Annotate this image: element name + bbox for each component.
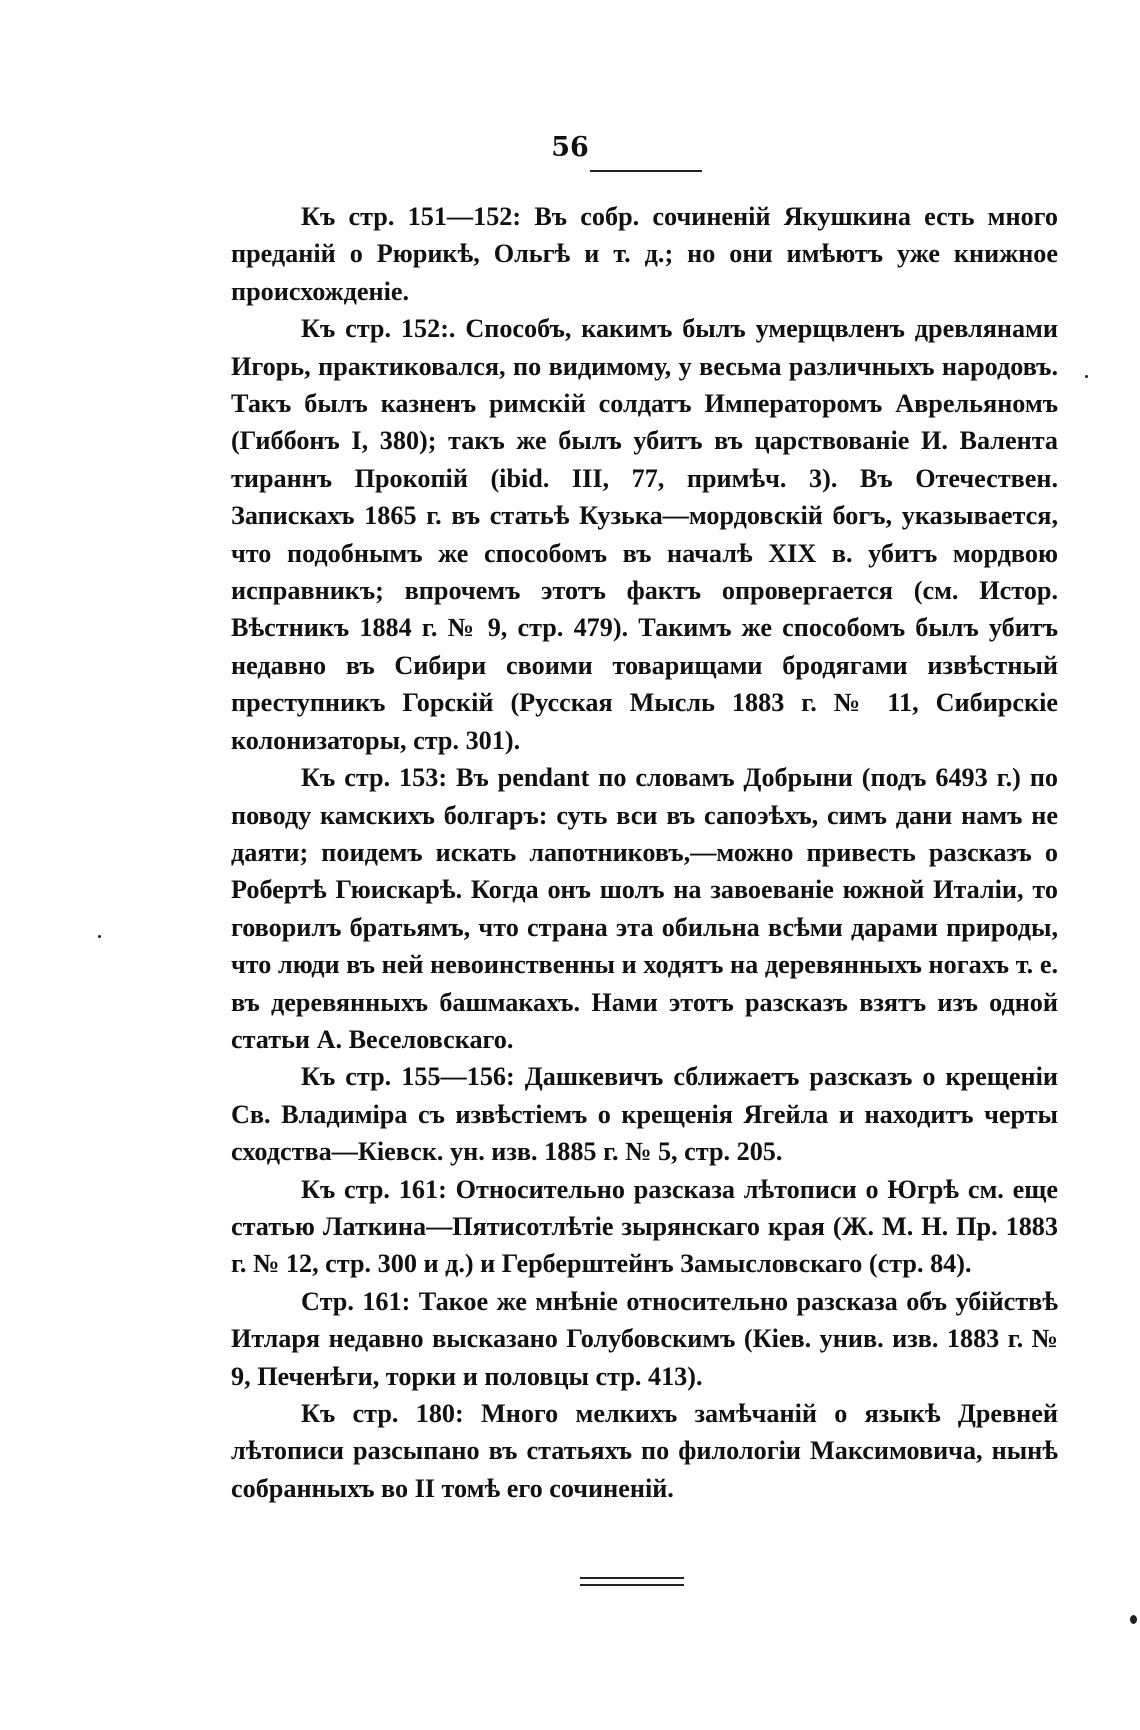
ink-speck — [1085, 375, 1088, 378]
page-number: 56 — [551, 132, 589, 163]
ink-speck — [98, 935, 101, 938]
ink-speck — [1130, 1615, 1137, 1624]
body-text — [231, 198, 1058, 1507]
paragraph-7: Къ стр. 180: Много мелкихъ замѣчаній о языкѣ Древней лѣтописи разсыпано въ статьяхъ по филологіи Максимовича, нынѣ собранныхъ во II томѣ его сочиненій. — [231, 1399, 1058, 1503]
page-number-underline — [590, 170, 702, 172]
paragraph-2: Къ стр. 152:. Способъ, какимъ былъ умерщвленъ древлянами Игорь, практиковался, по видимому, у весьма различныхъ народовъ. Такъ былъ казненъ римскій солдатъ Императоромъ Аврельяномъ (Гиббонъ I, 380); такъ же былъ убитъ въ царствованіе И. Валента тираннъ Прокопій (ibid. III, 77, примѣч. 3). Въ Отечествен. Запискахъ 1865 г. въ статьѣ Кузька—мордовскій богъ, указывается, что подобнымъ же способомъ въ началѣ XIX в. убитъ мордвою исправникъ; впрочемъ этотъ фактъ опровергается (см. Истор. Вѣстникъ 1884 г. № 9, стр. 479). Такимъ же способомъ былъ убитъ недавно въ Сибири своими товарищами бродягами извѣстный преступникъ Горскій (Русская Мысль 1883 г. № 11, Сибирскіе колонизаторы, стр. 301). — [231, 314, 1058, 755]
paragraph-6: Стр. 161: Такое же мнѣніе относительно разсказа объ убійствѣ Итларя недавно высказано Голубовскимъ (Кіев. унив. изв. 1883 г. № 9, Печенѣги, торки и половцы стр. 413). — [231, 1286, 1058, 1391]
paragraph-3: Къ стр. 153: Въ pendant по словамъ Добрыни (подъ 6493 г.) по поводу камскихъ болгаръ: суть вси въ сапоэѣхъ, симъ дани намъ не даяти; поидемъ искать лапотниковъ,—можно привесть разсказъ о Робертѣ Гюискарѣ. Когда онъ шолъ на завоеваніе южной Италіи, то говорилъ братьямъ, что страна эта обильна всѣми дарами природы, что люди въ ней невоинственны и ходятъ на деревянныхъ ногахъ т. е. въ деревянныхъ башмакахъ. Нами этотъ разсказъ взятъ изъ одной статьи А. Веселовскаго. — [231, 763, 1058, 1054]
paragraph-4: Къ стр. 155—156: Дашкевичъ сближаетъ разсказъ о крещеніи Св. Владиміра съ извѣстіемъ о крещенія Ягейла и находитъ черты сходства—Кіевск. ун. изв. 1885 г. № 5, стр. 205. — [231, 1062, 1058, 1167]
end-rule-bottom — [580, 1584, 684, 1586]
paragraph-5: Къ стр. 161: Относительно разсказа лѣтописи о Югрѣ см. еще статью Латкина—Пятисотлѣтіе зырянскаго края (Ж. М. Н. Пр. 1883 г. № 12, стр. 300 и д.) и Герберштейнъ Замысловскаго (стр. 84). — [231, 1174, 1058, 1279]
paragraph-1: Къ стр. 151—152: Въ собр. сочиненій Якушкина есть много преданій о Рюрикѣ, Ольгѣ и т. д.; но они имѣютъ уже книжное происхожденіе. — [231, 202, 1058, 306]
end-rule-top — [580, 1577, 684, 1579]
